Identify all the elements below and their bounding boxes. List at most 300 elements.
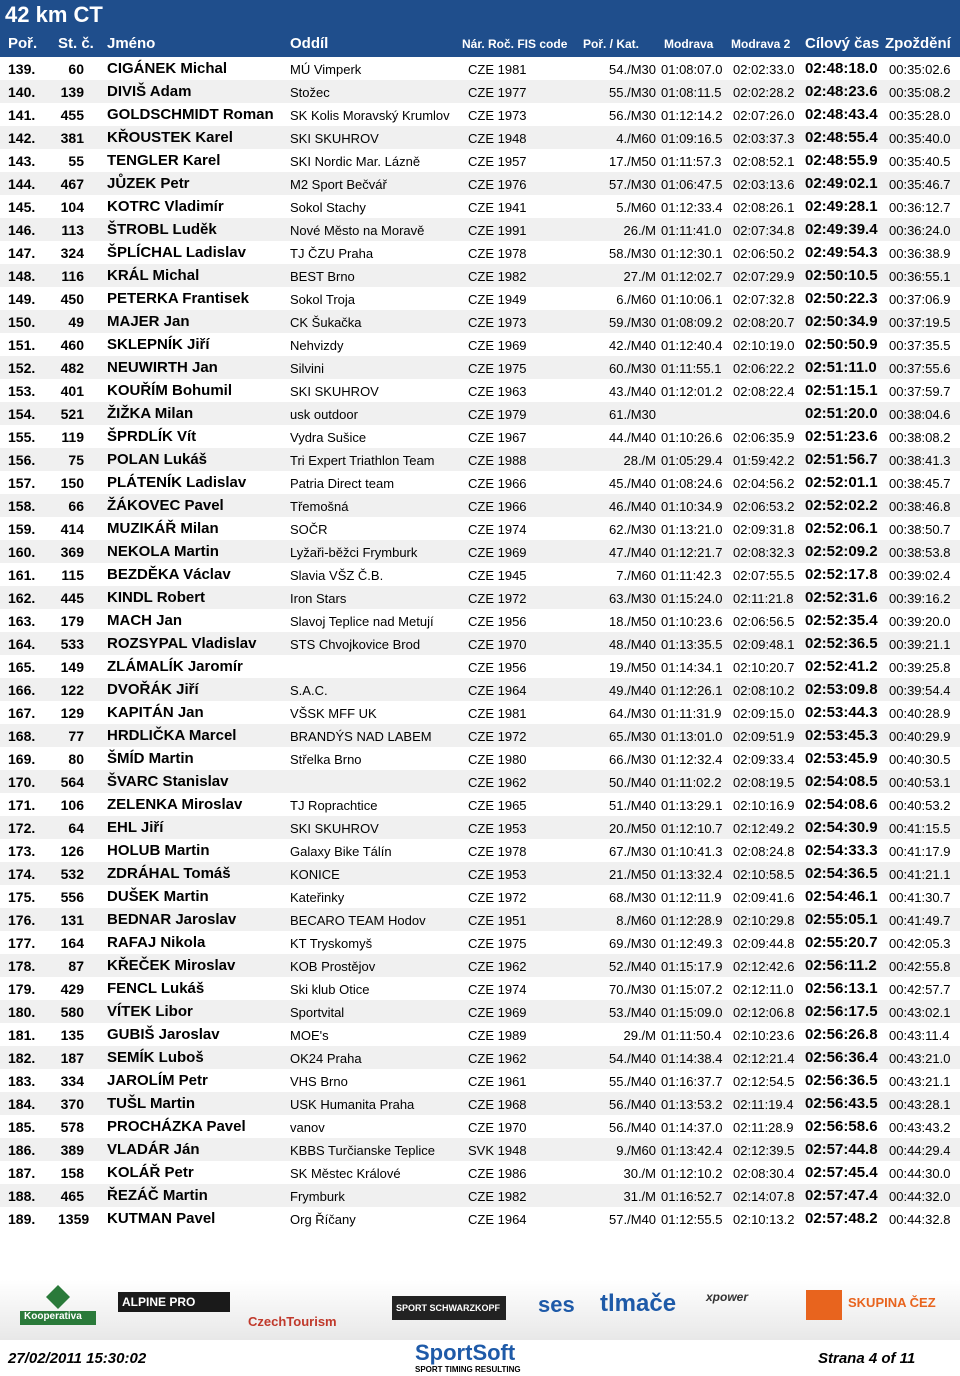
schwarzkopf-logo: SPORT SCHWARZKOPF [392,1296,506,1320]
cell-finish-time: 02:57:44.8 [805,1141,878,1158]
cell-rank: 145. [8,199,36,215]
cell-category-rank: 52./M40 [609,959,656,974]
cell-finish-time: 02:48:18.0 [805,60,878,77]
cell-athlete-name: NEUWIRTH Jan [107,359,218,376]
alpine-pro-logo: ALPINE PRO [118,1292,230,1312]
cell-club: SK Kolis Moravský Krumlov [290,108,450,123]
cell-club: SKI SKUHROV [290,821,379,836]
cell-bib: 465 [60,1188,84,1204]
cell-time-behind: 00:35:40.0 [889,131,951,146]
col-header-nation: Nár. Roč. FIS code [462,37,568,51]
cell-nation-year: CZE 1977 [468,85,527,100]
cell-split-modrava-2: 02:02:28.2 [733,85,795,100]
table-row [0,425,960,448]
cell-split-modrava: 01:14:38.4 [661,1051,723,1066]
cell-split-modrava-2: 02:06:56.5 [733,614,795,629]
table-row [0,218,960,241]
cell-split-modrava: 01:12:40.4 [661,338,723,353]
cell-split-modrava: 01:13:21.0 [661,522,723,537]
table-row [0,287,960,310]
col-header-split2: Modrava 2 [731,37,791,51]
cell-nation-year: CZE 1969 [468,1005,527,1020]
cell-split-modrava-2: 02:08:26.1 [733,200,795,215]
cell-club: Třemošná [290,499,349,514]
cell-club: Silvini [290,361,324,376]
table-row [0,57,960,80]
cell-category-rank: 51./M40 [609,798,656,813]
cell-bib: 578 [60,1119,84,1135]
cell-split-modrava-2: 02:12:54.5 [733,1074,795,1089]
cell-finish-time: 02:52:31.6 [805,589,878,606]
cell-club: Tri Expert Triathlon Team [290,453,435,468]
cell-split-modrava-2: 02:08:19.5 [733,775,795,790]
cell-rank: 153. [8,383,36,399]
cell-rank: 155. [8,429,36,445]
cell-split-modrava-2: 02:09:31.8 [733,522,795,537]
cell-rank: 152. [8,360,36,376]
cell-split-modrava: 01:11:50.4 [661,1028,722,1043]
col-header-bib: St. č. [58,35,94,52]
cell-bib: 401 [60,383,84,399]
table-row [0,310,960,333]
cell-finish-time: 02:56:17.5 [805,1003,878,1020]
cell-split-modrava-2: 02:08:30.4 [733,1166,795,1181]
cell-finish-time: 02:51:20.0 [805,405,878,422]
cell-club: TJ Roprachtice [290,798,378,813]
cell-club: Slavoj Teplice nad Metují [290,614,434,629]
cell-athlete-name: KOTRC Vladimír [107,198,224,215]
cell-athlete-name: ŘEZÁČ Martin [107,1187,208,1204]
cell-bib: 113 [61,222,84,238]
cell-bib: 164 [60,935,84,951]
cell-category-rank: 57./M30 [609,177,656,192]
cell-split-modrava: 01:12:28.9 [661,913,723,928]
cell-athlete-name: FENCL Lukáš [107,980,205,997]
cell-split-modrava: 01:08:09.2 [661,315,723,330]
cell-split-modrava-2: 02:09:33.4 [733,752,795,767]
table-row [0,471,960,494]
cell-rank: 144. [8,176,36,192]
cell-athlete-name: KINDL Robert [107,589,206,606]
cell-club: BECARO TEAM Hodov [290,913,426,928]
cell-split-modrava-2: 02:12:06.8 [733,1005,795,1020]
cell-time-behind: 00:44:30.0 [889,1166,951,1181]
cell-athlete-name: BEDNAR Jaroslav [107,911,237,928]
cell-split-modrava: 01:14:34.1 [661,660,723,675]
cell-split-modrava: 01:09:16.5 [661,131,723,146]
cell-split-modrava-2: 02:06:50.2 [733,246,795,261]
cell-time-behind: 00:43:43.2 [889,1120,951,1135]
cell-split-modrava: 01:10:06.1 [661,292,723,307]
table-row [0,126,960,149]
cell-athlete-name: GUBIŠ Jaroslav [107,1026,220,1043]
cell-finish-time: 02:57:48.2 [805,1210,878,1227]
cell-rank: 148. [8,268,36,284]
cell-time-behind: 00:35:40.5 [889,154,951,169]
cell-nation-year: CZE 1972 [468,729,527,744]
cell-category-rank: 66./M30 [609,752,656,767]
cell-split-modrava: 01:16:52.7 [661,1189,723,1204]
cell-time-behind: 00:41:30.7 [889,890,951,905]
cell-club: Frymburk [290,1189,345,1204]
cell-category-rank: 56./M40 [609,1120,656,1135]
cell-category-rank: 21./M50 [609,867,656,882]
table-row [0,954,960,977]
cell-category-rank: 62./M30 [609,522,656,537]
cell-nation-year: CZE 1949 [468,292,527,307]
cell-athlete-name: KOLÁŘ Petr [107,1164,194,1181]
table-row [0,448,960,471]
cell-split-modrava-2: 02:04:56.2 [733,476,795,491]
cell-bib: 414 [60,521,84,537]
cell-athlete-name: JŮZEK Petr [107,175,190,192]
cell-rank: 163. [8,613,36,629]
cell-split-modrava: 01:15:07.2 [661,982,723,997]
cell-split-modrava-2: 02:10:20.7 [733,660,795,675]
cell-bib: 533 [60,636,84,652]
cell-split-modrava-2: 02:08:22.4 [733,384,795,399]
cell-time-behind: 00:43:21.1 [889,1074,951,1089]
cell-nation-year: CZE 1961 [468,1074,527,1089]
cell-athlete-name: VLADÁR Ján [107,1141,200,1158]
cell-split-modrava-2: 02:08:52.1 [733,154,795,169]
cell-club: Střelka Brno [290,752,362,767]
cell-category-rank: 55./M40 [609,1074,656,1089]
cell-finish-time: 02:56:36.5 [805,1072,878,1089]
cell-time-behind: 00:36:38.9 [889,246,951,261]
cell-category-rank: 8./M60 [616,913,656,928]
cell-nation-year: CZE 1956 [468,614,527,629]
cell-time-behind: 00:42:57.7 [889,982,951,997]
cell-club: BEST Brno [290,269,355,284]
table-row [0,724,960,747]
cell-bib: 104 [60,199,84,215]
cell-bib: 324 [60,245,84,261]
cell-athlete-name: ZDRÁHAL Tomáš [107,865,231,882]
cell-finish-time: 02:52:17.8 [805,566,878,583]
cell-rank: 186. [8,1142,36,1158]
cell-category-rank: 26./M [623,223,656,238]
cell-rank: 177. [8,935,36,951]
cell-category-rank: 68./M30 [609,890,656,905]
cell-nation-year: CZE 1969 [468,545,527,560]
cell-nation-year: CZE 1966 [468,499,527,514]
cell-nation-year: CZE 1963 [468,384,527,399]
cell-athlete-name: MACH Jan [107,612,183,629]
cell-club: KOB Prostějov [290,959,376,974]
cell-split-modrava: 01:06:47.5 [661,177,723,192]
cell-category-rank: 18./M50 [609,614,656,629]
cell-category-rank: 45./M40 [609,476,656,491]
cell-athlete-name: MAJER Jan [107,313,190,330]
table-row [0,241,960,264]
cell-category-rank: 29./M [623,1028,656,1043]
cell-club: KT Tryskomyš [290,936,373,951]
cell-nation-year: CZE 1953 [468,821,527,836]
cell-nation-year: CZE 1991 [468,223,527,238]
cell-split-modrava: 01:11:55.1 [661,361,722,376]
cell-bib: 429 [60,981,84,997]
cell-split-modrava: 01:12:26.1 [661,683,723,698]
cell-split-modrava: 01:10:41.3 [661,844,723,859]
cell-finish-time: 02:55:05.1 [805,911,878,928]
cell-category-rank: 64./M30 [609,706,656,721]
results-table [0,57,960,1230]
table-row [0,1092,960,1115]
cell-bib: 556 [60,889,84,905]
cell-time-behind: 00:38:45.7 [889,476,951,491]
cell-bib: 119 [61,429,84,445]
cell-time-behind: 00:44:32.0 [889,1189,951,1204]
cell-finish-time: 02:51:15.1 [805,382,878,399]
cell-nation-year: CZE 1962 [468,775,527,790]
table-row [0,356,960,379]
cell-club: Org Říčany [290,1212,356,1227]
cell-nation-year: CZE 1972 [468,591,527,606]
cell-split-modrava: 01:12:01.2 [661,384,723,399]
cell-split-modrava-2: 02:06:53.2 [733,499,795,514]
cell-split-modrava: 01:08:11.5 [661,85,722,100]
cell-rank: 156. [8,452,36,468]
cell-category-rank: 31./M [623,1189,656,1204]
cell-rank: 164. [8,636,36,652]
cell-rank: 151. [8,337,36,353]
cell-category-rank: 5./M60 [616,200,656,215]
cell-nation-year: CZE 1969 [468,338,527,353]
cell-time-behind: 00:38:41.3 [889,453,951,468]
cell-split-modrava: 01:12:02.7 [661,269,723,284]
cell-split-modrava: 01:12:21.7 [661,545,723,560]
cell-split-modrava-2: 02:10:58.5 [733,867,795,882]
cell-athlete-name: MUZIKÁŘ Milan [107,520,219,537]
cell-club: SKI SKUHROV [290,384,379,399]
cell-category-rank: 57./M40 [609,1212,656,1227]
cell-rank: 154. [8,406,36,422]
cell-bib: 580 [60,1004,84,1020]
col-header-split1: Modrava [664,37,714,51]
cell-club: MÚ Vimperk [290,62,362,77]
cell-category-rank: 20./M50 [609,821,656,836]
cell-club: VŠSK MFF UK [290,706,377,721]
cell-club: CK Šukačka [290,315,362,330]
cell-split-modrava-2: 02:07:34.8 [733,223,795,238]
cell-finish-time: 02:55:20.7 [805,934,878,951]
cell-athlete-name: JAROLÍM Petr [107,1072,208,1089]
cell-athlete-name: ZLÁMALÍK Jaromír [107,658,243,675]
cell-finish-time: 02:56:36.4 [805,1049,878,1066]
cell-split-modrava: 01:14:37.0 [661,1120,723,1135]
cell-category-rank: 27./M [623,269,656,284]
cell-nation-year: CZE 1970 [468,637,527,652]
cell-athlete-name: ŠTROBL Luděk [107,221,217,238]
cell-finish-time: 02:48:55.9 [805,152,878,169]
cell-category-rank: 46./M40 [609,499,656,514]
cell-rank: 178. [8,958,36,974]
table-row [0,563,960,586]
cell-category-rank: 7./M60 [616,568,656,583]
cell-athlete-name: PROCHÁZKA Pavel [107,1118,246,1135]
cell-rank: 171. [8,797,36,813]
cell-finish-time: 02:50:10.5 [805,267,878,284]
cell-time-behind: 00:44:29.4 [889,1143,951,1158]
cell-split-modrava: 01:15:09.0 [661,1005,723,1020]
cell-rank: 162. [8,590,36,606]
cell-category-rank: 58./M30 [609,246,656,261]
cell-split-modrava-2: 02:07:32.8 [733,292,795,307]
cell-nation-year: CZE 1945 [468,568,527,583]
cell-finish-time: 02:50:50.9 [805,336,878,353]
cell-nation-year: CZE 1976 [468,177,527,192]
cell-split-modrava-2: 02:10:13.2 [733,1212,795,1227]
cell-rank: 167. [8,705,36,721]
cell-split-modrava: 01:10:26.6 [661,430,723,445]
cell-category-rank: 19./M50 [609,660,656,675]
cell-bib: 445 [60,590,84,606]
cell-time-behind: 00:40:28.9 [889,706,951,721]
cell-athlete-name: KRÁL Michal [107,267,200,284]
cell-finish-time: 02:51:11.0 [805,359,877,376]
cell-nation-year: CZE 1948 [468,131,527,146]
table-row [0,770,960,793]
cell-rank: 160. [8,544,36,560]
cell-finish-time: 02:48:43.4 [805,106,878,123]
cell-bib: 1359 [58,1211,90,1227]
cell-category-rank: 70./M30 [609,982,656,997]
cell-finish-time: 02:48:23.6 [805,83,878,100]
cell-bib: 564 [60,774,84,790]
cell-category-rank: 65./M30 [609,729,656,744]
cell-nation-year: CZE 1979 [468,407,527,422]
skupina-cez-logo: SKUPINA ČEZ [848,1295,936,1310]
cell-time-behind: 00:36:12.7 [889,200,951,215]
cell-split-modrava-2: 02:12:11.0 [733,982,794,997]
cell-nation-year: CZE 1975 [468,361,527,376]
cell-category-rank: 54./M40 [609,1051,656,1066]
table-header [0,31,960,57]
cell-finish-time: 02:51:23.6 [805,428,878,445]
cell-time-behind: 00:40:53.1 [889,775,951,790]
cell-club: Nehvizdy [290,338,344,353]
cell-time-behind: 00:43:02.1 [889,1005,951,1020]
cell-category-rank: 60./M30 [609,361,656,376]
cell-athlete-name: SKLEPNÍK Jiří [107,336,210,353]
cell-split-modrava-2: 02:11:21.8 [733,591,794,606]
cell-nation-year: CZE 1982 [468,269,527,284]
cell-club: MOE's [290,1028,329,1043]
cell-athlete-name: ROZSYPAL Vladislav [107,635,257,652]
cell-time-behind: 00:42:05.3 [889,936,951,951]
cell-category-rank: 54./M30 [609,62,656,77]
cell-split-modrava-2: 02:07:29.9 [733,269,795,284]
cell-split-modrava-2: 02:08:32.3 [733,545,795,560]
table-row [0,1184,960,1207]
cell-club: Vydra Sušice [290,430,367,445]
table-row [0,908,960,931]
cell-finish-time: 02:52:35.4 [805,612,878,629]
cell-split-modrava: 01:12:10.2 [661,1166,723,1181]
cell-time-behind: 00:35:46.7 [889,177,951,192]
cell-nation-year: CZE 1965 [468,798,527,813]
cell-split-modrava-2: 02:14:07.8 [733,1189,795,1204]
cell-split-modrava: 01:12:49.3 [661,936,723,951]
cell-nation-year: CZE 1956 [468,660,527,675]
cell-club: S.A.C. [290,683,328,698]
cell-category-rank: 30./M [623,1166,656,1181]
cell-category-rank: 56./M30 [609,108,656,123]
cell-bib: 129 [60,705,84,721]
cell-finish-time: 02:57:47.4 [805,1187,878,1204]
cell-category-rank: 50./M40 [609,775,656,790]
cell-time-behind: 00:39:20.0 [889,614,951,629]
cell-time-behind: 00:40:53.2 [889,798,951,813]
cell-athlete-name: ŠMÍD Martin [107,750,194,767]
cell-club: KONICE [290,867,340,882]
table-row [0,494,960,517]
cell-time-behind: 00:39:02.4 [889,568,951,583]
cell-category-rank: 6./M60 [616,292,656,307]
cell-club: TJ ČZU Praha [290,246,374,261]
cell-split-modrava-2: 02:10:16.9 [733,798,795,813]
cell-club: Sportvital [290,1005,345,1020]
cell-bib: 158 [60,1165,84,1181]
cell-rank: 173. [8,843,36,859]
cell-split-modrava-2: 02:02:33.0 [733,62,795,77]
cell-club: Kateřinky [290,890,345,905]
cell-time-behind: 00:43:28.1 [889,1097,951,1112]
cell-finish-time: 02:53:45.3 [805,727,878,744]
cell-bib: 149 [60,659,84,675]
cell-split-modrava-2: 02:03:37.3 [733,131,795,146]
cell-finish-time: 02:54:46.1 [805,888,878,905]
cell-nation-year: CZE 1941 [468,200,527,215]
cell-finish-time: 02:52:41.2 [805,658,878,675]
cell-club: Ski klub Otice [290,982,370,997]
cell-split-modrava-2: 02:09:15.0 [733,706,795,721]
table-row [0,793,960,816]
cell-club: SK Městec Králové [290,1166,401,1181]
cell-finish-time: 02:56:43.5 [805,1095,878,1112]
table-row [0,701,960,724]
cell-split-modrava: 01:16:37.7 [661,1074,723,1089]
cell-category-rank: 42./M40 [609,338,656,353]
cell-nation-year: CZE 1953 [468,867,527,882]
table-row [0,402,960,425]
cell-split-modrava-2: 02:07:55.5 [733,568,795,583]
cell-rank: 174. [8,866,36,882]
cell-rank: 146. [8,222,36,238]
cell-split-modrava: 01:13:35.5 [661,637,723,652]
cell-athlete-name: TENGLER Karel [107,152,221,169]
cell-time-behind: 00:41:21.1 [889,867,951,882]
cell-athlete-name: KOUŘÍM Bohumil [107,382,232,399]
table-row [0,1161,960,1184]
cell-club: Iron Stars [290,591,347,606]
cez-emblem-icon [806,1290,842,1320]
cell-athlete-name: GOLDSCHMIDT Roman [107,106,274,123]
cell-nation-year: CZE 1962 [468,1051,527,1066]
cell-nation-year: CZE 1962 [468,959,527,974]
cell-athlete-name: ŠPLÍCHAL Ladislav [107,244,246,261]
cell-category-rank: 63./M30 [609,591,656,606]
cell-club: Sokol Troja [290,292,356,307]
cell-finish-time: 02:49:54.3 [805,244,878,261]
cell-finish-time: 02:49:02.1 [805,175,878,192]
cell-rank: 176. [8,912,36,928]
cell-time-behind: 00:35:02.6 [889,62,951,77]
cell-rank: 140. [8,84,36,100]
cell-split-modrava: 01:05:29.4 [661,453,723,468]
cell-rank: 184. [8,1096,36,1112]
